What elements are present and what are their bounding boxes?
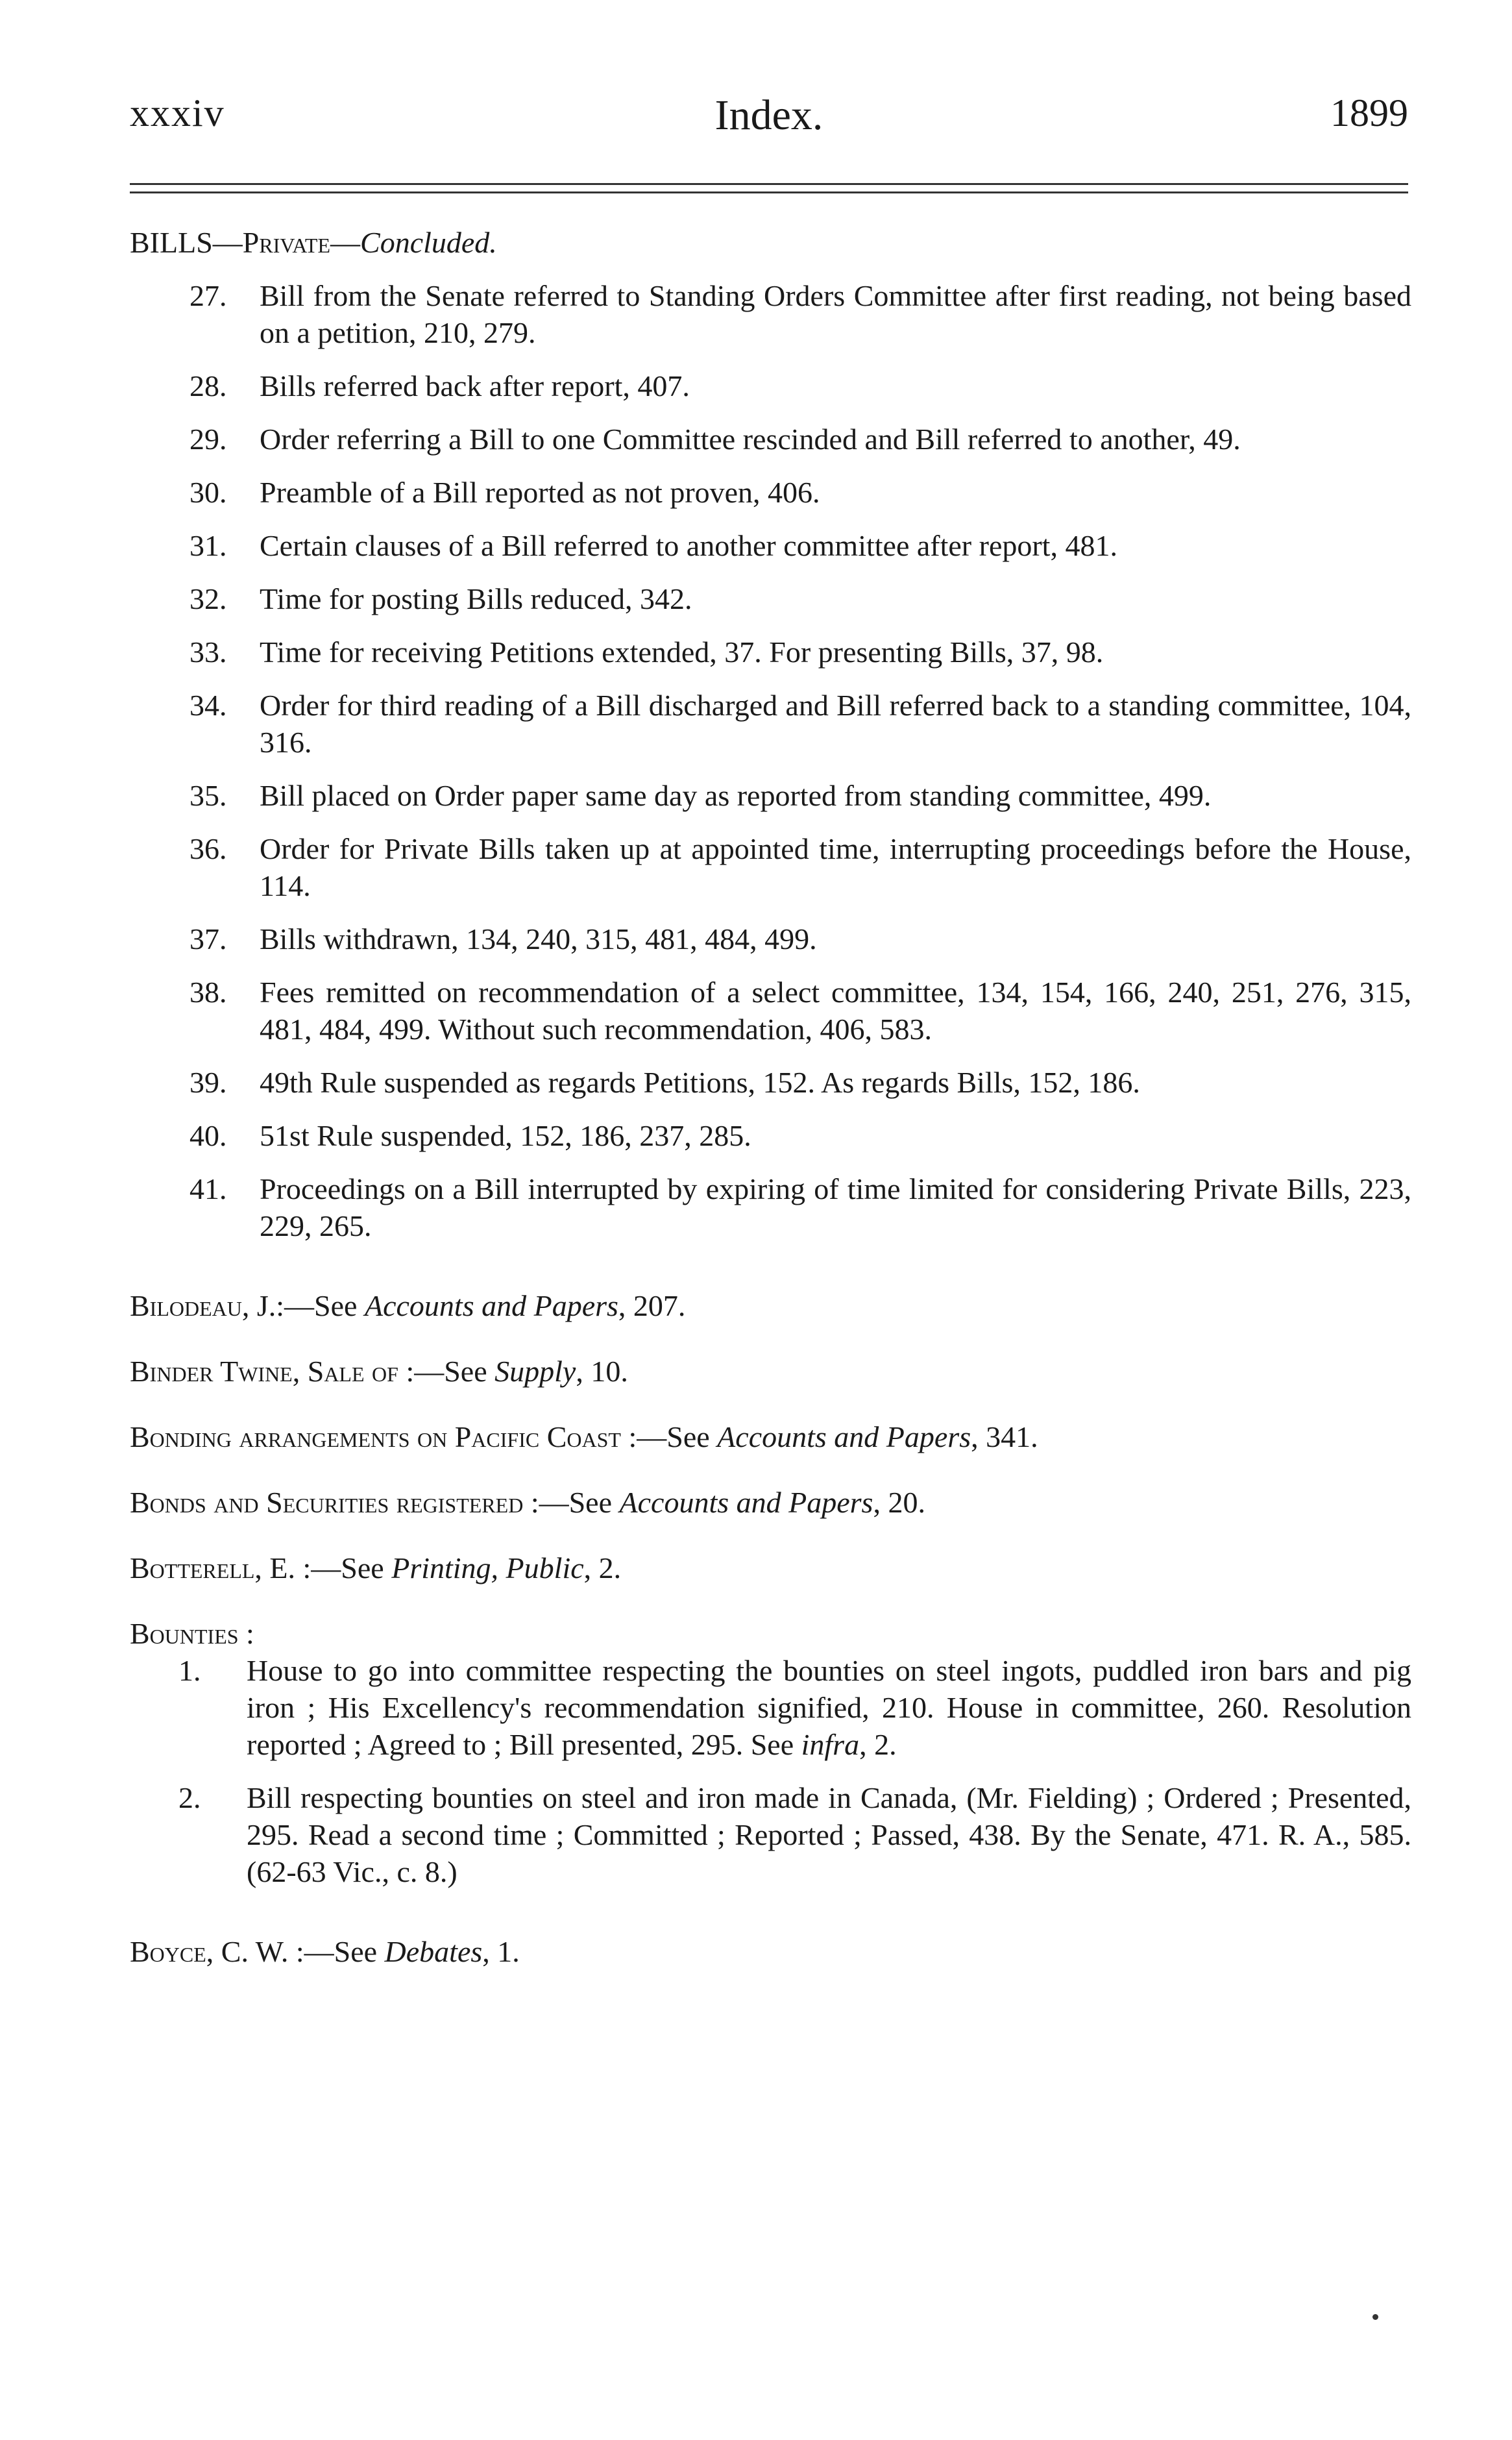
list-item: 27. Bill from the Senate referred to Standing Orders Committee after first reading, not being based on a petition, 210, 279.	[189, 279, 1411, 349]
heading-tail: Concluded.	[360, 226, 497, 259]
list-item: 30. Preamble of a Bill reported as not proven, 406.	[189, 476, 820, 509]
bounties-heading: Bounties :	[130, 1617, 254, 1650]
list-item: 28. Bills referred back after report, 407.	[189, 369, 690, 402]
list-item: 39. 49th Rule suspended as regards Petitions, 152. As regards Bills, 152, 186.	[189, 1066, 1140, 1099]
entry-bilodeau: Bilodeau, J.:—See Accounts and Papers, 207.	[130, 1289, 686, 1322]
entry-bonds: Bonds and Securities registered :—See Accounts and Papers, 20.	[130, 1486, 925, 1519]
list-item: 29. Order referring a Bill to one Committee rescinded and Bill referred to another, 49.	[189, 423, 1241, 456]
list-item: 31. Certain clauses of a Bill referred to another committee after report, 481.	[189, 529, 1117, 562]
entry-boyce: Boyce, C. W. :—See Debates, 1.	[130, 1935, 520, 1968]
list-item: 33. Time for receiving Petitions extended, 37. For presenting Bills, 37, 98.	[189, 635, 1104, 669]
list-item: 40. 51st Rule suspended, 152, 186, 237, 285.	[189, 1119, 751, 1152]
list-item: 1. House to go into committee respecting the bounties on steel ingots, puddled iron bars and pig iron ; His Excellency's recommendation signified, 210. House in committee, 260. Resolution reported ; Agreed to ; Bill presented, 295. See infra, 2.	[178, 1654, 1411, 1761]
list-item: 41. Proceedings on a Bill interrupted by expiring of time limited for considering Private Bills, 223, 229, 265.	[189, 1172, 1411, 1242]
list-item: 2. Bill respecting bounties on steel and iron made in Canada, (Mr. Fielding) ; Ordered ; Presented, 295. Read a second time ; Committed ; Reported ; Passed, 438. By the Senate, 471. R. A., 585. (62-63 Vic., c. 8.)	[178, 1781, 1411, 1888]
list-item: 36. Order for Private Bills taken up at appointed time, interrupting proceedings before the House, 114.	[189, 832, 1411, 902]
header-rule	[130, 183, 1408, 193]
list-item: 37. Bills withdrawn, 134, 240, 315, 481, 484, 499.	[189, 922, 817, 955]
list-item: 38. Fees remitted on recommendation of a select committee, 134, 154, 166, 240, 251, 276, 315, 481, 484, 499. Without such recommendation, 406, 583.	[189, 976, 1411, 1046]
list-item: 34. Order for third reading of a Bill discharged and Bill referred back to a standing committee, 104, 316.	[189, 689, 1411, 759]
list-item: 35. Bill placed on Order paper same day as reported from standing committee, 499.	[189, 779, 1212, 812]
running-head	[130, 91, 1408, 149]
bills-private-list	[130, 277, 1411, 1244]
index-content	[130, 224, 1411, 1970]
entry-binder-twine: Binder Twine, Sale of :—See Supply, 10.	[130, 1355, 628, 1388]
entry-botterell: Botterell, E. :—See Printing, Public, 2.	[130, 1551, 622, 1584]
heading-sub: Private	[242, 226, 331, 259]
ink-speck	[1372, 2314, 1378, 2320]
year: 1899	[1330, 92, 1408, 134]
bills-private-heading: BILLS—Private—Concluded.	[130, 226, 497, 259]
bounties-list	[130, 1652, 1411, 1890]
entry-bonding: Bonding arrangements on Pacific Coast :—See Accounts and Papers, 341.	[130, 1420, 1038, 1453]
list-item: 32. Time for posting Bills reduced, 342.	[189, 582, 692, 615]
page-number: xxxiv	[130, 92, 225, 134]
page-title: Index.	[714, 92, 823, 139]
heading-main: BILLS	[130, 226, 213, 259]
